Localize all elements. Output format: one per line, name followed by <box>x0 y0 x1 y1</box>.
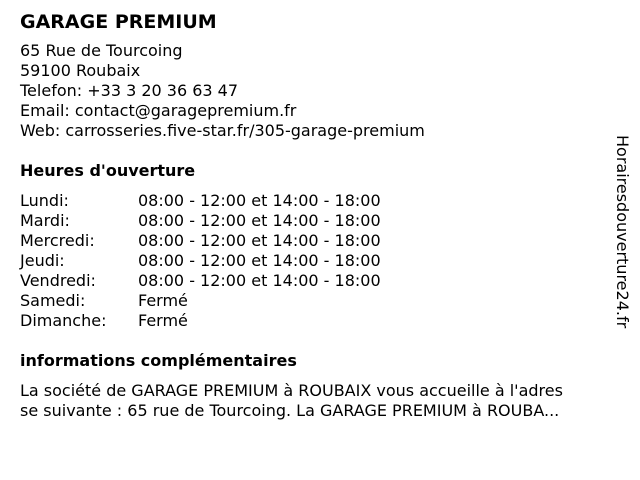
hours-row-mercredi <box>20 231 620 251</box>
site-watermark: Horairesdouverture24.fr <box>613 135 632 329</box>
day-label: Samedi: <box>20 291 86 310</box>
address-city: 59100 Roubaix <box>20 61 141 80</box>
hours-row-jeudi <box>20 251 620 271</box>
business-card <box>20 10 620 421</box>
description-line-2: se suivante : 65 rue de Tourcoing. La GARAGE PREMIUM à ROUBA... <box>20 401 560 420</box>
web-line: Web: carrosseries.five-star.fr/305-garage-premium <box>20 121 425 140</box>
phone-line: Telefon: +33 3 20 36 63 47 <box>20 81 239 100</box>
email-line: Email: contact@garagepremium.fr <box>20 101 297 120</box>
day-hours: 08:00 - 12:00 et 14:00 - 18:00 <box>138 211 381 230</box>
day-hours: Fermé <box>138 311 188 330</box>
day-label: Mardi: <box>20 211 70 230</box>
day-hours: 08:00 - 12:00 et 14:00 - 18:00 <box>138 231 381 250</box>
info-description <box>20 381 620 421</box>
day-hours: 08:00 - 12:00 et 14:00 - 18:00 <box>138 191 381 210</box>
hours-row-dimanche <box>20 311 620 331</box>
day-hours: 08:00 - 12:00 et 14:00 - 18:00 <box>138 251 381 270</box>
hours-heading: Heures d'ouverture <box>20 161 196 180</box>
business-name: GARAGE PREMIUM <box>20 11 217 33</box>
address-street: 65 Rue de Tourcoing <box>20 41 183 60</box>
day-hours: Fermé <box>138 291 188 310</box>
day-label: Dimanche: <box>20 311 107 330</box>
info-heading: informations complémentaires <box>20 351 297 370</box>
hours-row-mardi <box>20 211 620 231</box>
hours-row-samedi <box>20 291 620 311</box>
day-label: Lundi: <box>20 191 69 210</box>
day-label: Vendredi: <box>20 271 96 290</box>
day-label: Mercredi: <box>20 231 95 250</box>
description-line-1: La société de GARAGE PREMIUM à ROUBAIX vous accueille à l'adres <box>20 381 563 400</box>
day-label: Jeudi: <box>20 251 65 270</box>
day-hours: 08:00 - 12:00 et 14:00 - 18:00 <box>138 271 381 290</box>
hours-table <box>20 191 620 331</box>
address-block <box>20 41 620 141</box>
hours-row-lundi <box>20 191 620 211</box>
hours-row-vendredi <box>20 271 620 291</box>
